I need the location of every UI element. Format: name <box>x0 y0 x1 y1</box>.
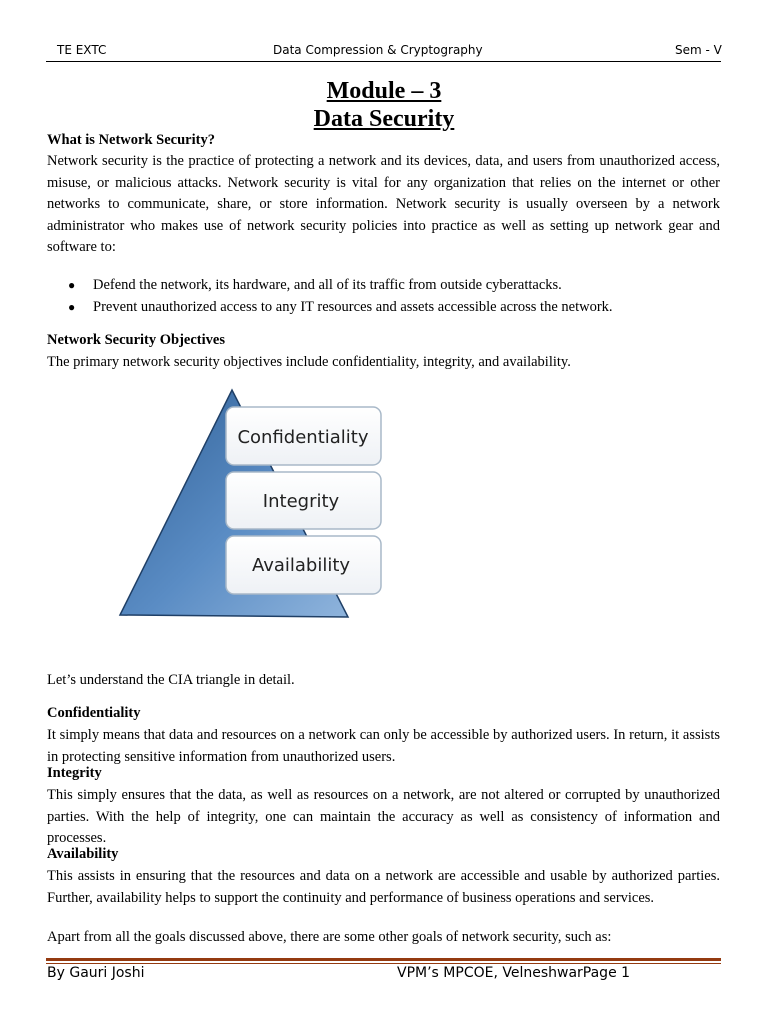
header-rule <box>46 61 721 62</box>
objectives-paragraph: The primary network security objectives include confidentiality, integrity, and availability. <box>47 354 571 370</box>
network-security-paragraph: Network security is the practice of protecting a network and its devices, data, and users from unauthorized access, misuse, or malicious attacks. Network security is vital for any organization that relies on the internet or other networks to communicate, share, or store information. Network security is usually overseen by a network administrator who makes use of network security policies into practice as well as setting up network gear and software to: <box>47 153 720 255</box>
module-title: Module – 3 <box>326 78 442 104</box>
bullet-icon: ● <box>68 300 76 314</box>
header-left: TE EXTC <box>57 43 107 57</box>
integrity-heading: Integrity <box>47 765 102 781</box>
integrity-paragraph: This simply ensures that the data, as well as resources on a network, are not altered or corrupted by unauthorized parties. With the help of integrity, one can maintain the accuracy as well as consistency of information and processes. <box>47 787 720 846</box>
cia-box-availability <box>226 536 381 594</box>
cia-box-integrity <box>226 472 381 529</box>
availability-paragraph: This assists in ensuring that the resources and data on a network are accessible and usable by authorized parties. Further, availability helps to support the continuity and performance of business operations and services. <box>47 868 720 906</box>
objectives-heading: Network Security Objectives <box>47 332 225 348</box>
closing-paragraph: Apart from all the goals discussed above, there are some other goals of network security, such as: <box>47 929 612 945</box>
page-title: Data Security <box>313 106 455 132</box>
availability-heading: Availability <box>47 846 119 862</box>
header-center: Data Compression & Cryptography <box>273 43 483 57</box>
confidentiality-heading: Confidentiality <box>47 705 141 721</box>
cia-box-confidentiality <box>226 407 381 465</box>
network-security-heading: What is Network Security? <box>47 132 215 148</box>
cia-triangle-figure <box>110 385 400 635</box>
svg-text:Confidentiality: Confidentiality <box>237 427 369 448</box>
svg-text:Integrity: Integrity <box>262 491 340 512</box>
footer-author: By Gauri Joshi <box>47 965 145 981</box>
svg-text:Availability: Availability <box>251 555 351 576</box>
header-right: Sem - V <box>675 43 722 57</box>
footer-rule-thin <box>46 963 721 964</box>
confidentiality-paragraph: It simply means that data and resources on a network can only be accessible by authorized users. In return, it assists in protecting sensitive information from unauthorized users. <box>47 727 720 765</box>
bullet-icon: ● <box>68 278 76 292</box>
cia-intro: Let’s understand the CIA triangle in detail. <box>47 672 295 688</box>
footer-rule <box>46 958 721 961</box>
footer-institute-page: VPM’s MPCOE, VelneshwarPage 1 <box>397 965 631 981</box>
